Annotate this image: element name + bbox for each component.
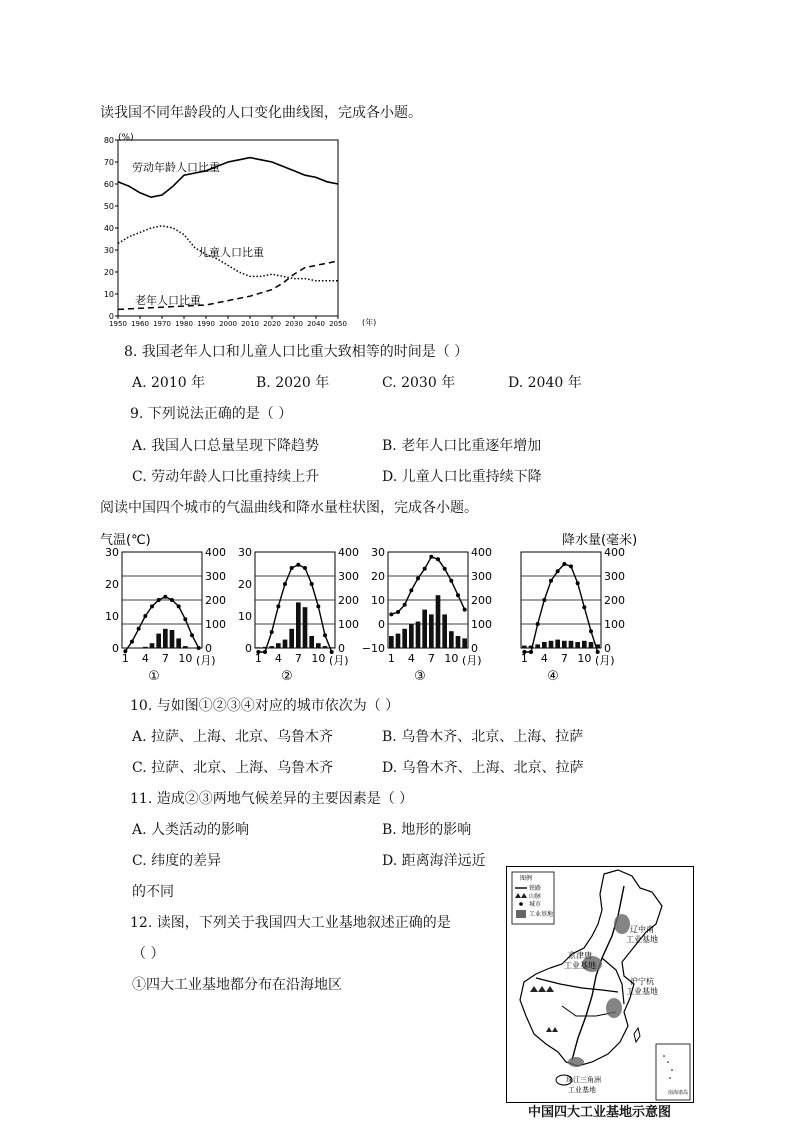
pop-y-tick-label: 80 bbox=[103, 136, 114, 145]
q8-stem: 8. 我国老年人口和儿童人口比重大致相等的时间是（ ） bbox=[124, 344, 469, 360]
climate-precip-bar bbox=[163, 629, 168, 648]
q10-option-b[interactable]: B. 乌鲁木齐、北京、上海、拉萨 bbox=[382, 729, 584, 745]
pop-label-elderly: 老年人口比重 bbox=[135, 294, 201, 307]
q11-option-c[interactable]: C. 纬度的差异 bbox=[132, 853, 222, 869]
map-label-huningbang-base: 工业基地 bbox=[626, 987, 658, 996]
climate-month-tick: 7 bbox=[294, 652, 302, 665]
climate-precip-bar bbox=[323, 646, 328, 648]
q9-option-a[interactable]: A. 我国人口总量呈现下降趋势 bbox=[132, 438, 320, 454]
climate-temp-tick: 0 bbox=[245, 642, 252, 655]
map-label-pearl-river-base: 工业基地 bbox=[568, 1086, 596, 1094]
climate-precip-bar bbox=[316, 643, 321, 648]
climate-precip-bar bbox=[389, 636, 394, 648]
climate-precip-tick: 400 bbox=[338, 546, 359, 559]
climate-precip-tick: 100 bbox=[604, 618, 625, 631]
climate-precip-tick: 400 bbox=[471, 546, 492, 559]
climate-precip-bar bbox=[542, 642, 547, 648]
pop-x-unit: (年) bbox=[362, 318, 377, 327]
climate-month-tick: 4 bbox=[540, 652, 548, 665]
climate-precip-bar bbox=[176, 638, 181, 648]
pop-x-tick-label: 1980 bbox=[175, 320, 193, 328]
climate-precip-tick: 100 bbox=[338, 618, 359, 631]
climate-precip-bar bbox=[429, 614, 434, 648]
climate-precip-bar bbox=[555, 640, 560, 648]
q12-item-1: ①四大工业基地都分布在沿海地区 bbox=[132, 977, 342, 993]
pop-x-tick-label: 2010 bbox=[241, 320, 259, 328]
map-legend-base: 工业基地 bbox=[529, 911, 554, 918]
map-inset-label: 南海诸岛 bbox=[668, 1090, 689, 1096]
intro-text-1: 读我国不同年龄段的人口变化曲线图，完成各小题。 bbox=[100, 105, 422, 121]
climate-charts bbox=[100, 528, 660, 688]
climate-temp-point bbox=[263, 650, 267, 654]
climate-temp-point bbox=[137, 627, 141, 631]
climate-precip-bar bbox=[269, 646, 274, 648]
climate-temp-point bbox=[589, 629, 593, 633]
pop-y-tick-label: 20 bbox=[103, 268, 114, 277]
q11-option-a[interactable]: A. 人类活动的影响 bbox=[132, 822, 250, 838]
q8-option-c[interactable]: C. 2030 年 bbox=[382, 375, 456, 391]
pop-x-tick-label: 2030 bbox=[285, 320, 303, 328]
climate-temp-point bbox=[143, 614, 147, 618]
pop-y-tick-label: 10 bbox=[103, 290, 114, 299]
climate-temp-label: 气温(℃) bbox=[100, 533, 151, 548]
climate-temp-point bbox=[542, 598, 546, 602]
q11-stem: 11. 造成②③两地气候差异的主要因素是（ ） bbox=[130, 791, 414, 807]
pop-y-tick-label: 60 bbox=[103, 180, 114, 189]
climate-precip-bar bbox=[582, 641, 587, 648]
pop-y-tick-label: 0 bbox=[108, 312, 114, 321]
q9-option-c[interactable]: C. 劳动年龄人口比重持续上升 bbox=[132, 469, 320, 485]
climate-month-tick: 7 bbox=[161, 652, 169, 665]
climate-temp-line bbox=[391, 557, 464, 615]
climate-temp-point bbox=[416, 576, 420, 580]
climate-precip-bar bbox=[409, 624, 414, 648]
climate-temp-point bbox=[576, 581, 580, 585]
climate-temp-tick: −10 bbox=[361, 642, 385, 655]
q9-option-d[interactable]: D. 儿童人口比重持续下降 bbox=[382, 469, 542, 485]
climate-month-tick: 1 bbox=[121, 652, 129, 665]
pop-y-tick-label: 50 bbox=[103, 202, 114, 211]
climate-precip-bar bbox=[522, 646, 527, 648]
climate-precip-bar bbox=[143, 647, 148, 648]
climate-precip-label: 降水量(毫米) bbox=[562, 533, 638, 548]
climate-precip-tick: 100 bbox=[205, 618, 226, 631]
climate-temp-point bbox=[463, 608, 467, 612]
climate-precip-tick: 400 bbox=[604, 546, 625, 559]
climate-precip-tick: 0 bbox=[471, 642, 478, 655]
climate-temp-point bbox=[443, 567, 447, 571]
climate-precip-tick: 0 bbox=[205, 642, 212, 655]
climate-precip-bar bbox=[309, 636, 314, 648]
climate-temp-point bbox=[283, 582, 287, 586]
pop-label-child: 儿童人口比重 bbox=[198, 246, 264, 259]
climate-precip-bar bbox=[276, 643, 281, 648]
climate-temp-point bbox=[276, 604, 280, 608]
climate-temp-point bbox=[409, 588, 413, 592]
map-label-liaozhongnan-base: 工业基地 bbox=[626, 935, 658, 944]
industrial-base-map bbox=[506, 866, 694, 1106]
climate-precip-tick: 300 bbox=[338, 570, 359, 583]
map-label-jingjintang-base: 工业基地 bbox=[564, 961, 596, 970]
climate-precip-bar bbox=[442, 614, 447, 648]
population-chart bbox=[100, 128, 390, 338]
climate-month-tick: 4 bbox=[141, 652, 149, 665]
climate-temp-point bbox=[150, 604, 154, 608]
climate-temp-tick: 10 bbox=[105, 610, 119, 623]
climate-precip-tick: 300 bbox=[471, 570, 492, 583]
q12-paren: （ ） bbox=[132, 946, 165, 962]
climate-precip-bar bbox=[549, 641, 554, 648]
climate-temp-point bbox=[582, 605, 586, 609]
climate-temp-tick: 0 bbox=[378, 618, 385, 631]
q9-stem: 9. 下列说法正确的是（ ） bbox=[130, 406, 293, 422]
map-legend-railway: 铁路 bbox=[529, 885, 542, 892]
climate-temp-point bbox=[197, 646, 201, 650]
q11-tail: 的不同 bbox=[132, 884, 174, 900]
climate-temp-point bbox=[163, 595, 167, 599]
climate-temp-point bbox=[316, 604, 320, 608]
climate-temp-tick: 30 bbox=[238, 546, 252, 559]
q10-option-a[interactable]: A. 拉萨、上海、北京、乌鲁木齐 bbox=[132, 729, 334, 745]
climate-precip-bar bbox=[589, 642, 594, 648]
climate-month-unit: (月) bbox=[595, 654, 615, 667]
map-label-huningbang: 沪宁杭 bbox=[630, 977, 654, 986]
climate-precip-bar bbox=[183, 646, 188, 648]
climate-precip-bar bbox=[436, 595, 441, 648]
climate-month-unit: (月) bbox=[196, 654, 216, 667]
pop-x-tick-label: 1960 bbox=[131, 320, 149, 328]
climate-precip-tick: 0 bbox=[338, 642, 345, 655]
climate-temp-point bbox=[569, 564, 573, 568]
climate-temp-point bbox=[190, 633, 194, 637]
map-label-liaozhongnan: 辽中南 bbox=[630, 925, 654, 934]
climate-month-tick: 4 bbox=[407, 652, 415, 665]
climate-temp-tick: 20 bbox=[105, 578, 119, 591]
climate-chart-1 bbox=[105, 546, 226, 684]
climate-temp-line bbox=[524, 564, 597, 652]
climate-temp-point bbox=[562, 562, 566, 566]
climate-month-tick: 7 bbox=[560, 652, 568, 665]
climate-month-tick: 10 bbox=[444, 652, 459, 665]
climate-chart-2 bbox=[238, 546, 359, 684]
climate-temp-point bbox=[310, 582, 314, 586]
climate-temp-point bbox=[183, 617, 187, 621]
climate-temp-point bbox=[177, 604, 181, 608]
climate-precip-bar bbox=[456, 636, 461, 648]
climate-temp-point bbox=[396, 610, 400, 614]
climate-month-tick: 7 bbox=[427, 652, 435, 665]
map-title: 中国四大工业基地示意图 bbox=[528, 1105, 672, 1120]
climate-chart-label: ① bbox=[148, 669, 160, 684]
climate-month-tick: 1 bbox=[387, 652, 395, 665]
climate-chart-label: ③ bbox=[414, 669, 426, 684]
climate-temp-tick: 30 bbox=[371, 546, 385, 559]
pop-x-tick-label: 1950 bbox=[109, 320, 127, 328]
climate-chart-label: ④ bbox=[547, 669, 559, 684]
climate-precip-bar bbox=[150, 643, 155, 648]
climate-precip-bar bbox=[575, 642, 580, 648]
climate-precip-tick: 300 bbox=[604, 570, 625, 583]
climate-temp-point bbox=[130, 640, 134, 644]
climate-temp-point bbox=[170, 598, 174, 602]
climate-precip-tick: 0 bbox=[604, 642, 611, 655]
climate-precip-bar bbox=[283, 640, 288, 648]
climate-temp-point bbox=[296, 563, 300, 567]
climate-temp-point bbox=[157, 598, 161, 602]
climate-temp-tick: 30 bbox=[105, 546, 119, 559]
climate-precip-bar bbox=[422, 610, 427, 648]
climate-temp-point bbox=[456, 593, 460, 597]
climate-precip-bar bbox=[170, 630, 175, 648]
intro-text-2: 阅读中国四个城市的气温曲线和降水量柱状图，完成各小题。 bbox=[100, 500, 478, 516]
climate-temp-point bbox=[303, 566, 307, 570]
climate-precip-tick: 200 bbox=[338, 594, 359, 607]
climate-precip-bar bbox=[416, 622, 421, 648]
climate-temp-tick: 20 bbox=[238, 578, 252, 591]
climate-temp-tick: 0 bbox=[112, 642, 119, 655]
pop-y-tick-label: 30 bbox=[103, 246, 114, 255]
climate-temp-point bbox=[270, 630, 274, 634]
climate-temp-point bbox=[323, 633, 327, 637]
climate-temp-point bbox=[423, 567, 427, 571]
climate-precip-bar bbox=[535, 644, 540, 648]
climate-month-tick: 4 bbox=[274, 652, 282, 665]
climate-chart-3 bbox=[362, 546, 492, 684]
q10-option-d[interactable]: D. 乌鲁木齐、上海、北京、拉萨 bbox=[382, 760, 584, 776]
map-legend-title: 图例 bbox=[520, 875, 533, 882]
climate-precip-tick: 200 bbox=[471, 594, 492, 607]
q9-option-b[interactable]: B. 老年人口比重逐年增加 bbox=[382, 438, 542, 454]
climate-precip-bar bbox=[156, 634, 161, 648]
climate-month-tick: 10 bbox=[311, 652, 326, 665]
q8-option-b[interactable]: B. 2020 年 bbox=[256, 375, 330, 391]
climate-temp-tick: 10 bbox=[238, 610, 252, 623]
climate-precip-tick: 200 bbox=[205, 594, 226, 607]
q10-option-c[interactable]: C. 拉萨、北京、上海、乌鲁木齐 bbox=[132, 760, 334, 776]
pop-x-tick-label: 2020 bbox=[263, 320, 281, 328]
climate-precip-tick: 200 bbox=[604, 594, 625, 607]
climate-month-tick: 10 bbox=[577, 652, 592, 665]
climate-chart-4 bbox=[521, 546, 625, 684]
climate-month-unit: (月) bbox=[462, 654, 482, 667]
map-label-pearl-river: 珠江三角洲 bbox=[566, 1076, 601, 1084]
climate-precip-bar bbox=[449, 631, 454, 648]
climate-temp-point bbox=[536, 622, 540, 626]
climate-precip-bar bbox=[303, 607, 308, 648]
climate-month-tick: 1 bbox=[520, 652, 528, 665]
map-label-jingjintang: 京津唐 bbox=[568, 951, 592, 960]
q10-stem: 10. 与如图①②③④对应的城市依次为（ ） bbox=[130, 698, 400, 714]
climate-precip-bar bbox=[396, 634, 401, 648]
climate-temp-point bbox=[429, 555, 433, 559]
q11-option-d[interactable]: D. 距离海洋远近 bbox=[382, 853, 486, 869]
q11-option-b[interactable]: B. 地形的影响 bbox=[382, 822, 472, 838]
map-legend bbox=[512, 872, 554, 924]
climate-precip-tick: 300 bbox=[205, 570, 226, 583]
climate-precip-bar bbox=[562, 641, 567, 648]
pop-y-tick-label: 40 bbox=[103, 224, 114, 233]
q12-stem: 12. 读图，下列关于我国四大工业基地叙述正确的是 bbox=[130, 915, 451, 931]
q8-option-d[interactable]: D. 2040 年 bbox=[508, 375, 582, 391]
climate-precip-bar bbox=[462, 638, 467, 648]
pop-x-tick-label: 1970 bbox=[153, 320, 171, 328]
climate-precip-bar bbox=[569, 641, 574, 648]
climate-temp-point bbox=[549, 579, 553, 583]
climate-temp-point bbox=[290, 566, 294, 570]
climate-temp-tick: 20 bbox=[371, 570, 385, 583]
climate-chart-label: ② bbox=[281, 669, 293, 684]
climate-precip-bar bbox=[256, 647, 261, 648]
climate-precip-bar bbox=[289, 629, 294, 648]
map-legend-city: 城市 bbox=[529, 901, 542, 908]
pop-y-tick-label: 70 bbox=[103, 158, 114, 167]
q8-option-a[interactable]: A. 2010 年 bbox=[132, 375, 206, 391]
climate-temp-point bbox=[403, 603, 407, 607]
climate-temp-point bbox=[436, 557, 440, 561]
climate-temp-point bbox=[449, 579, 453, 583]
climate-precip-tick: 100 bbox=[471, 618, 492, 631]
climate-precip-bar bbox=[296, 602, 301, 648]
climate-month-tick: 10 bbox=[178, 652, 193, 665]
pop-label-labor: 劳动年龄人口比重 bbox=[132, 161, 220, 174]
climate-temp-tick: 10 bbox=[371, 594, 385, 607]
climate-temp-line bbox=[258, 565, 331, 652]
pop-x-tick-label: 1990 bbox=[197, 320, 215, 328]
pop-x-tick-label: 2050 bbox=[329, 320, 347, 328]
climate-precip-tick: 400 bbox=[205, 546, 226, 559]
map-legend-mountain: 山脉 bbox=[529, 893, 542, 900]
pop-x-tick-label: 2040 bbox=[307, 320, 325, 328]
climate-temp-point bbox=[556, 569, 560, 573]
climate-precip-bar bbox=[402, 629, 407, 648]
climate-month-unit: (月) bbox=[329, 654, 349, 667]
climate-temp-point bbox=[529, 650, 533, 654]
climate-month-tick: 1 bbox=[254, 652, 262, 665]
climate-temp-point bbox=[389, 612, 393, 616]
pop-x-tick-label: 2000 bbox=[219, 320, 237, 328]
pop-y-unit: (%) bbox=[118, 133, 134, 143]
